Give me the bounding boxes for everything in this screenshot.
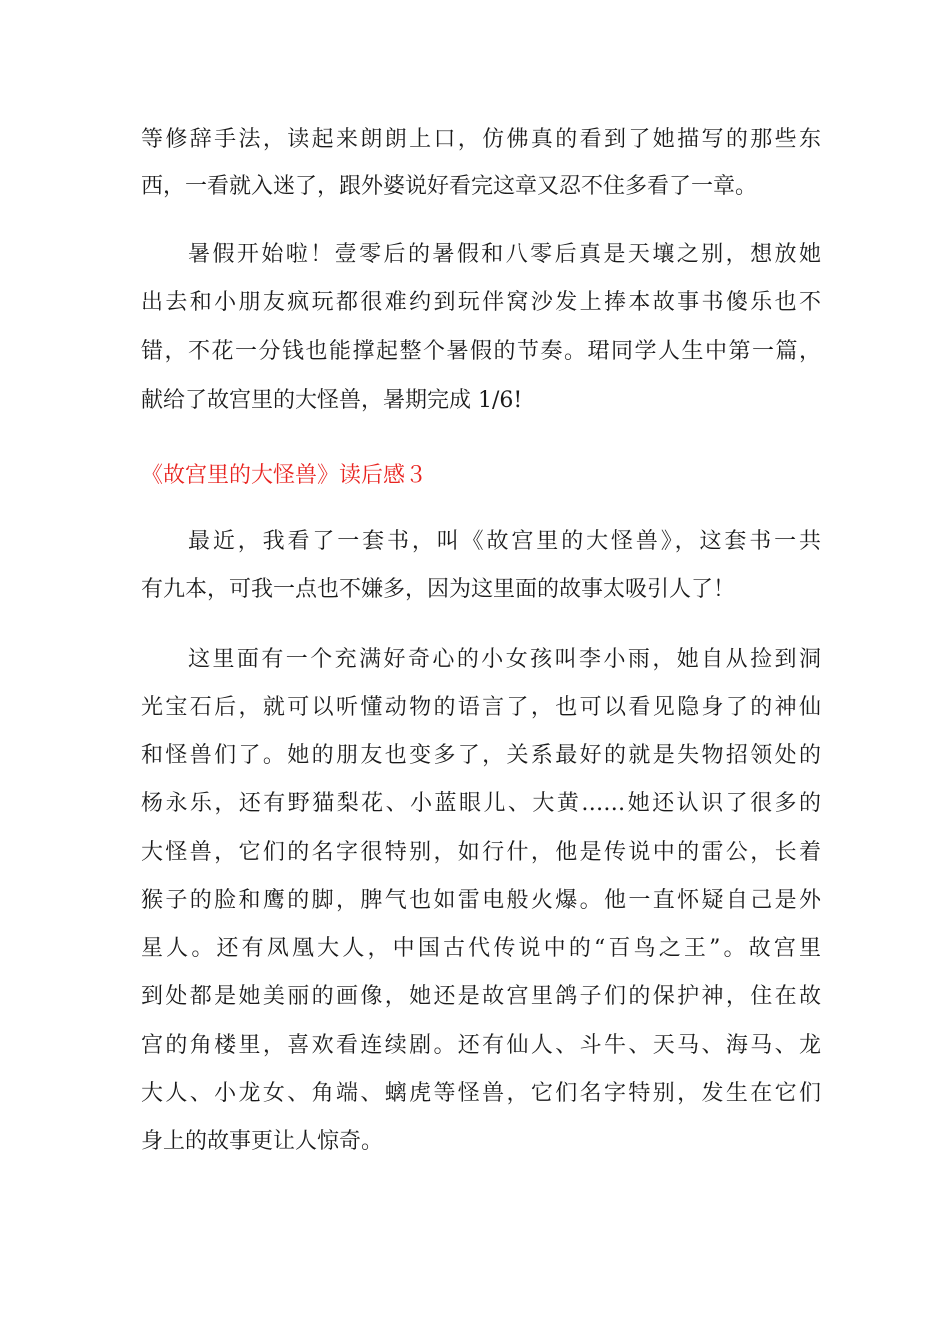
section-paragraph-2-line-5: 大怪兽，它们的名字很特别，如行什，他是传说中的雷公，长着 (141, 840, 821, 865)
section-paragraph-2-line-1: 这里面有一个充满好奇心的小女孩叫李小雨，她自从捡到洞 (188, 647, 821, 672)
section-heading: 《故宫里的大怪兽》读后感３ (141, 463, 428, 488)
paragraph-2-line-1: 暑假开始啦！壹零后的暑假和八零后真是天壤之别，想放她 (188, 242, 821, 267)
paragraph-1-line-2: 西，一看就入迷了，跟外婆说好看完这章又忍不住多看了一章。 (141, 174, 758, 199)
paragraph-2-line-2: 出去和小朋友疯玩都很难约到玩伴窝沙发上捧本故事书傻乐也不 (141, 290, 821, 315)
section-paragraph-2-line-11: 身上的故事更让人惊奇。 (141, 1129, 384, 1154)
section-paragraph-2-line-8: 到处都是她美丽的画像，她还是故宫里鸽子们的保护神，住在故 (141, 984, 821, 1009)
section-paragraph-2-line-4: 杨永乐，还有野猫梨花、小蓝眼儿、大黄……她还认识了很多的 (141, 791, 821, 816)
section-paragraph-1-line-1: 最近，我看了一套书，叫《故宫里的大怪兽》，这套书一共 (188, 529, 821, 554)
paragraph-2-line-3: 错，不花一分钱也能撑起整个暑假的节奏。珺同学人生中第一篇， (141, 339, 821, 364)
section-paragraph-2-line-3: 和怪兽们了。她的朋友也变多了，关系最好的就是失物招领处的 (141, 743, 821, 768)
section-paragraph-2-line-10: 大人、小龙女、角端、螭虎等怪兽，它们名字特别，发生在它们 (141, 1081, 821, 1106)
section-paragraph-2-line-6: 猴子的脸和鹰的脚，脾气也如雷电般火爆。他一直怀疑自己是外 (141, 888, 821, 913)
section-paragraph-2-line-9: 宫的角楼里，喜欢看连续剧。还有仙人、斗牛、天马、海马、龙 (141, 1033, 821, 1058)
paragraph-1-line-1: 等修辞手法，读起来朗朗上口，仿佛真的看到了她描写的那些东 (141, 127, 821, 152)
section-paragraph-2-line-7: 星人。还有凤凰大人，中国古代传说中的“百鸟之王”。故宫里 (141, 936, 821, 961)
paragraph-2-line-4: 献给了故宫里的大怪兽，暑期完成 1/6! (141, 388, 523, 413)
section-paragraph-1-line-2: 有九本，可我一点也不嫌多，因为这里面的故事太吸引人了！ (141, 577, 736, 602)
section-paragraph-2-line-2: 光宝石后，就可以听懂动物的语言了，也可以看见隐身了的神仙 (141, 695, 821, 720)
